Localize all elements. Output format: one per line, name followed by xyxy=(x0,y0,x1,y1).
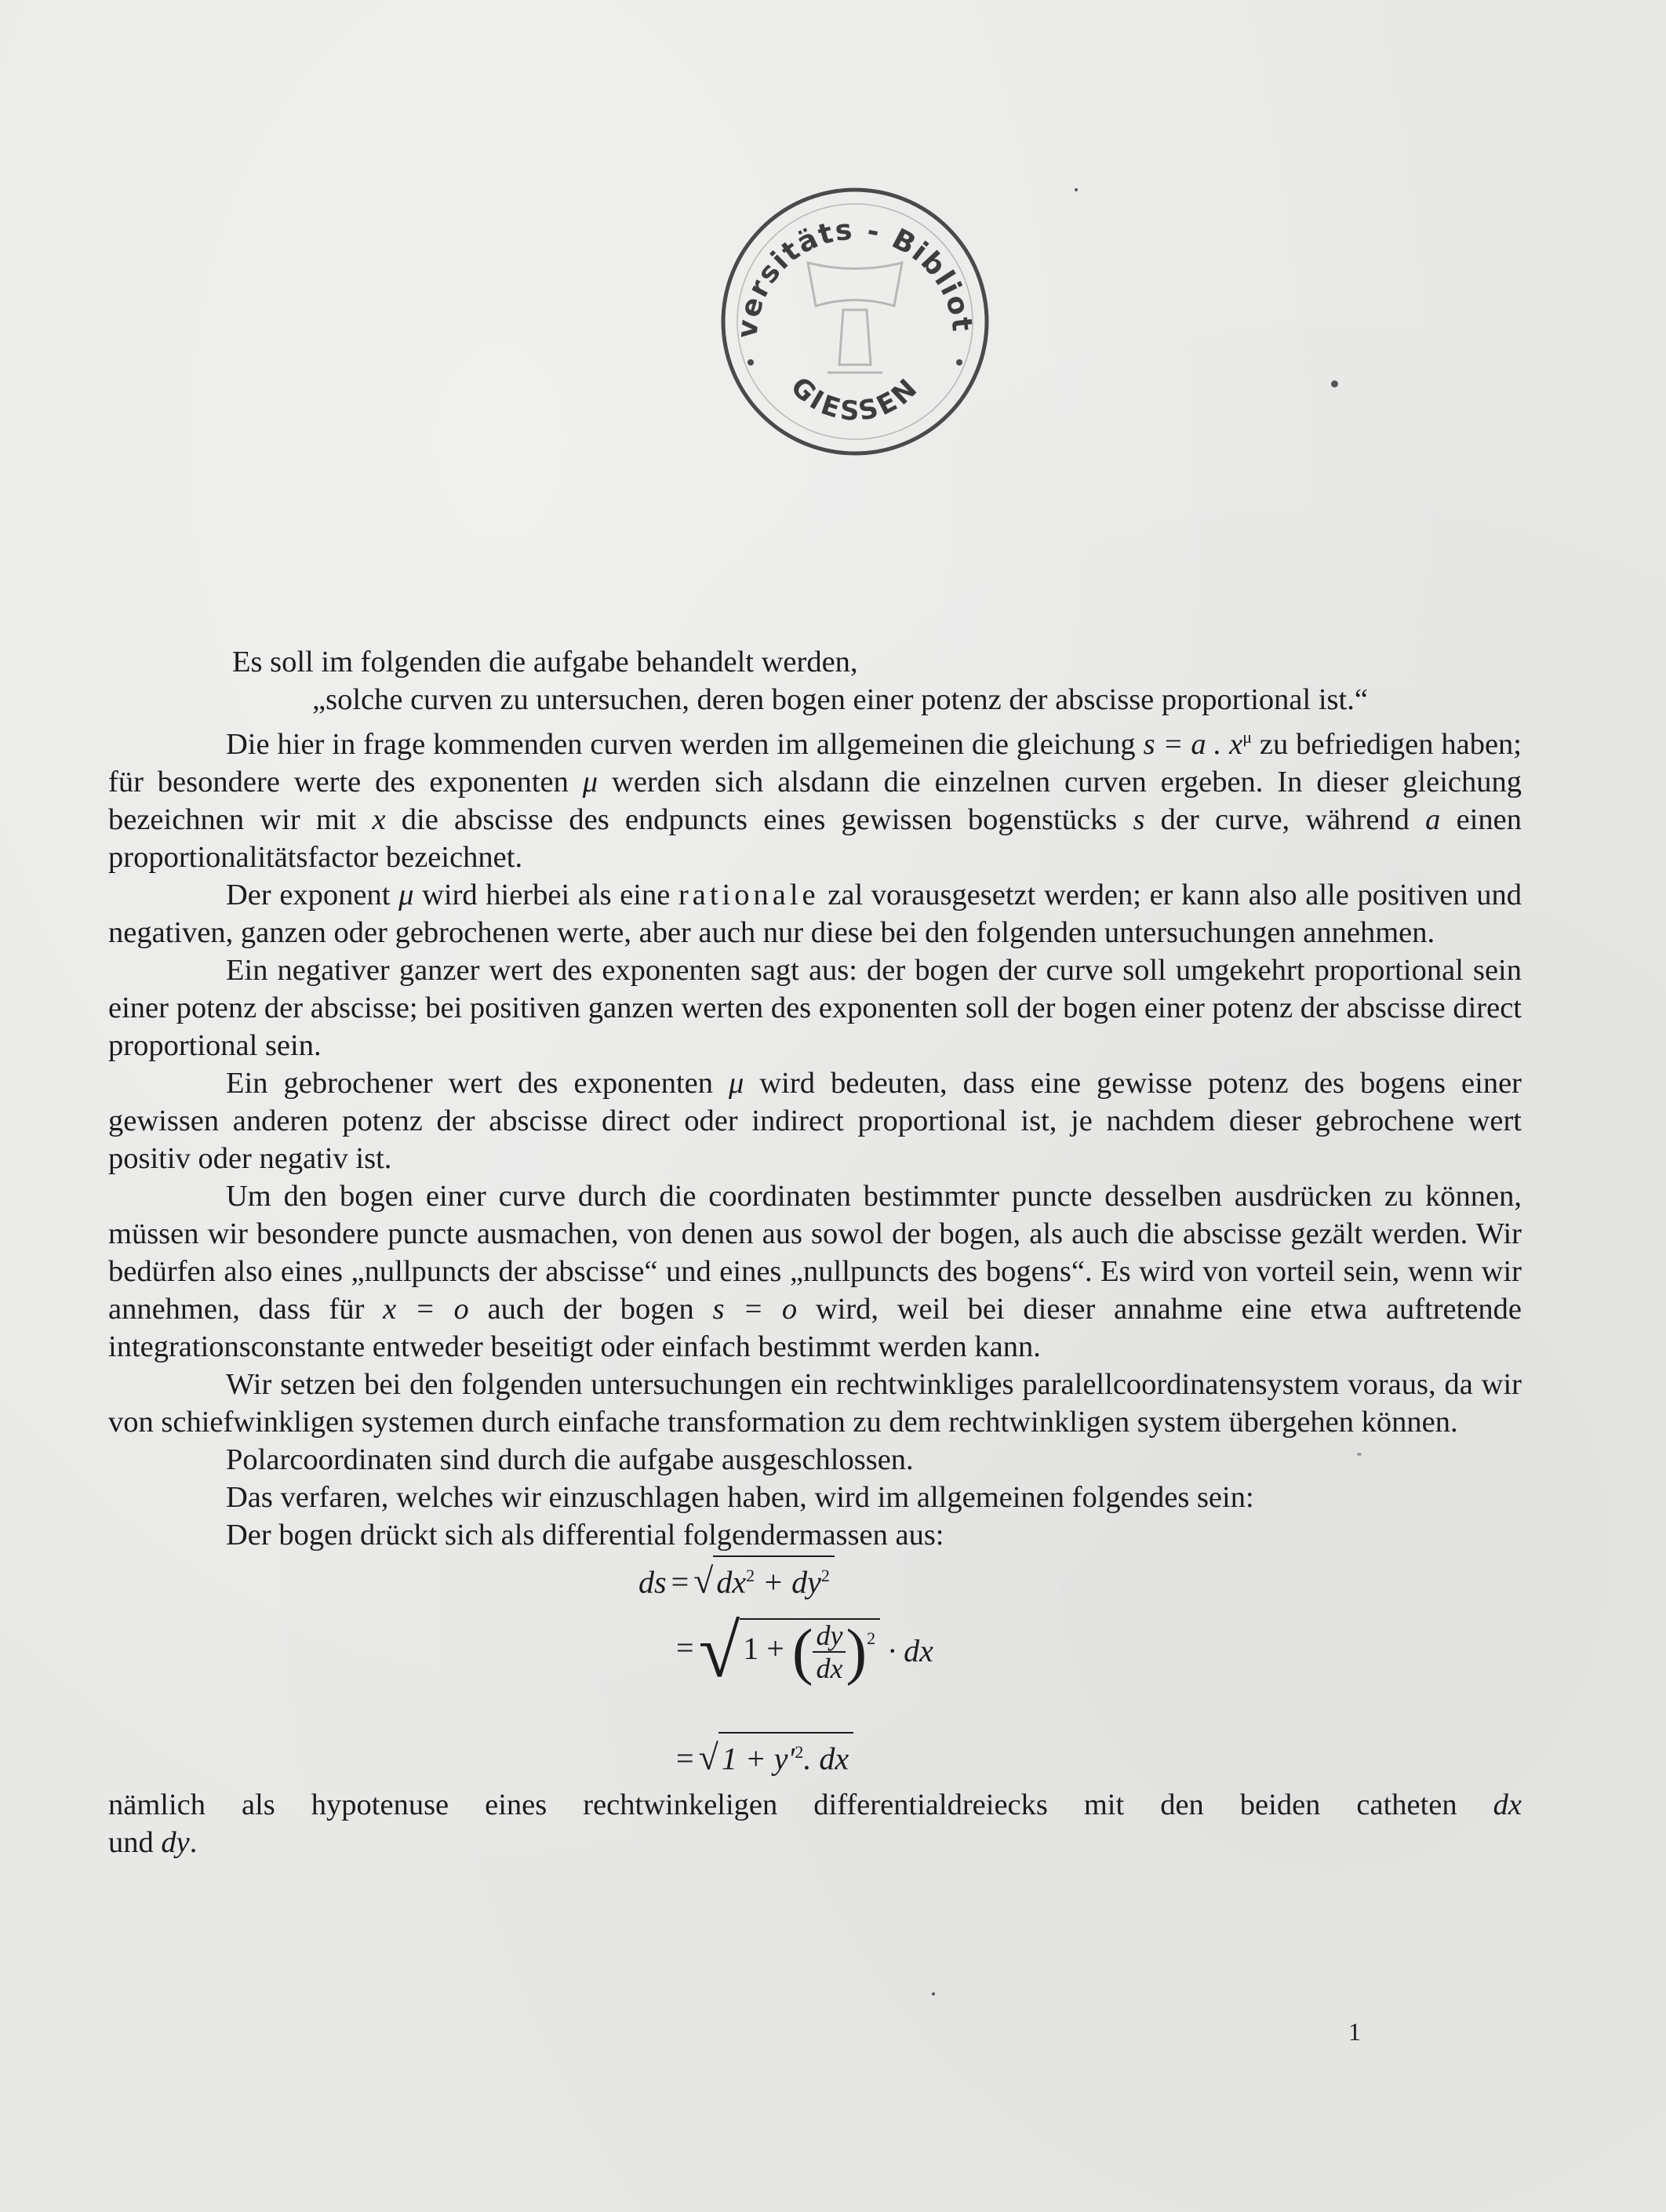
radical-sign-icon: √ xyxy=(698,1737,718,1777)
inline-symbol: μ xyxy=(582,765,598,799)
radicand xyxy=(718,1732,853,1777)
stamp-seal-icon xyxy=(710,176,1000,467)
right-paren-icon: ) xyxy=(846,1617,868,1686)
formula-text: s = a . x xyxy=(1143,727,1243,761)
text-run: Der exponent xyxy=(226,878,399,911)
radicand xyxy=(713,1555,835,1601)
inline-symbol: x xyxy=(372,802,386,836)
paragraph-polar: Polarcoordinaten sind durch die aufgabe ausgeschlossen. xyxy=(226,1443,914,1476)
formula-lhs: ds xyxy=(638,1564,667,1600)
emphasis-text: rationale xyxy=(678,878,820,911)
formula-exponent: 2 xyxy=(746,1565,755,1585)
equals-sign: = xyxy=(676,1741,694,1777)
paragraph-equation xyxy=(108,719,1522,876)
paragraph-coordinates: Wir setzen bei den folgenden untersuchungen ein rechtwinkliges paralellcoordinatensystem voraus, da wir von schiefwinkligen systemen durch einfache transformation zu dem rechtwinkligen system übergehen können. xyxy=(108,1367,1522,1439)
radical-sign-icon: √ xyxy=(698,1608,740,1693)
formula-exponent: 2 xyxy=(820,1565,830,1585)
text-run: die abscisse des endpuncts eines gewissen bogenstücks xyxy=(385,802,1133,836)
formula-term: dx xyxy=(716,1564,747,1600)
inline-symbol: μ xyxy=(398,878,414,911)
text-run: der curve, während xyxy=(1144,802,1426,836)
text-run: werden sich alsdann die einzelnen curven ergeben. In dieser gleichung bezeichnen wir mit xyxy=(108,765,1522,836)
fraction-numerator: dy xyxy=(813,1620,846,1653)
body-text xyxy=(108,643,1522,1861)
formula-term: . dx xyxy=(803,1741,849,1777)
fraction-denominator: dx xyxy=(816,1652,843,1684)
svg-text:Universitäts - Bibliothek xyxy=(710,176,978,340)
fraction xyxy=(813,1620,846,1684)
paragraph-exponent xyxy=(108,876,1522,951)
page-number: 1 xyxy=(1348,2017,1361,2046)
inline-symbol: a xyxy=(1425,802,1441,836)
equals-sign: = xyxy=(676,1630,694,1666)
radical-sign-icon: √ xyxy=(693,1560,714,1601)
display-formula xyxy=(108,1555,1522,1783)
text-run: Die hier in frage kommenden curven werden im allgemeinen die gleichung xyxy=(226,727,1144,761)
stamp-top-text: versitäts - Bibliot xyxy=(731,213,979,340)
paragraph-negative: Ein negativer ganzer wert des exponenten sagt aus: der bogen der curve soll umgekehrt proportional sein einer potenz der abscisse; bei positiven ganzen werten des exponenten soll der bogen einer potenz der abscisse direct proportional sein. xyxy=(108,953,1522,1062)
paragraph-hypotenuse-end xyxy=(108,1824,1522,1861)
text-run: wird, weil bei dieser annahme eine etwa auftretende integrationsconstante entweder beseitigt oder einfach bestimmt werden kann. xyxy=(108,1292,1522,1363)
text-run: wird bedeuten, dass eine gewisse potenz des bogens einer gewissen anderen potenz der abscisse direct oder indirect proportional ist, je nachdem dieser gebrochene wert positiv oder negativ ist. xyxy=(108,1066,1522,1175)
formula-term: · dx xyxy=(888,1632,933,1668)
paragraph-intro: Es soll im folgenden die aufgabe behandelt werden, xyxy=(232,646,858,679)
inline-formula: x = o xyxy=(383,1292,469,1326)
formula-exponent: 2 xyxy=(795,1741,804,1762)
inline-symbol: μ xyxy=(729,1066,744,1100)
text-run: auch der bogen xyxy=(468,1292,713,1326)
inline-formula xyxy=(1144,728,1252,761)
stamp-bottom-text: GIESSEN xyxy=(784,371,926,427)
text-run: zu befriedigen haben; für besondere werte des exponenten xyxy=(108,727,1522,799)
text-run: nämlich als hypotenuse eines rechtwinkeligen differentialdreiecks mit den beiden catheten xyxy=(108,1788,1493,1821)
formula-exponent: 2 xyxy=(867,1628,876,1648)
text-run: . xyxy=(189,1825,198,1859)
radicand xyxy=(740,1618,880,1684)
left-paren-icon: ( xyxy=(791,1617,813,1686)
inline-formula: s = o xyxy=(712,1292,798,1326)
text-run: und xyxy=(108,1825,162,1859)
formula-exponent: μ xyxy=(1242,727,1252,747)
formula-term: + dy xyxy=(755,1564,821,1600)
svg-text:GIESSEN xyxy=(784,371,926,427)
library-stamp xyxy=(710,176,1000,467)
text-run: wird hierbei als eine xyxy=(413,878,678,911)
text-run: Um den bogen einer curve durch die coordinaten bestimmter puncte desselben ausdrücken zu können, müssen wir besondere puncte ausmachen, von denen aus sowol der bogen, als auch die abscisse gezält werden. Wir bedürfen also eines „nullpuncts der abscisse“ und eines „nullpuncts des bogens“. Es wird von vorteil sein, wenn wir annehmen, dass für xyxy=(108,1179,1522,1326)
paragraph-fractional xyxy=(108,1064,1522,1177)
text-run: zal vorausgesetzt werden; er kann also alle positiven und negativen, ganzen oder gebrochenen werte, aber auch nur diese bei den folgenden untersuchungen annehmen. xyxy=(108,878,1522,949)
equals-sign: = xyxy=(671,1564,689,1600)
text-run: einen proportionalitätsfactor bezeichnet. xyxy=(108,802,1522,874)
paragraph-procedure: Das verfaren, welches wir einzuschlagen haben, wird im allgemeinen folgendes sein: xyxy=(226,1480,1254,1514)
inline-symbol: dx xyxy=(1493,1788,1522,1821)
formula-term: 1 + xyxy=(743,1631,792,1667)
formula-term: 1 + y′ xyxy=(721,1741,795,1777)
inline-symbol: s xyxy=(1133,802,1145,836)
paragraph-hypotenuse xyxy=(108,1786,1522,1824)
text-run: Ein gebrochener wert des exponenten xyxy=(226,1066,729,1100)
paragraph-nullpoints xyxy=(108,1177,1522,1366)
quote-task: „solche curven zu untersuchen, deren bogen einer potenz der abscisse proportional ist.“ xyxy=(312,683,1368,716)
inline-symbol: dy xyxy=(161,1825,190,1859)
paragraph-differential: Der bogen drückt sich als differential folgendermassen aus: xyxy=(226,1518,944,1552)
